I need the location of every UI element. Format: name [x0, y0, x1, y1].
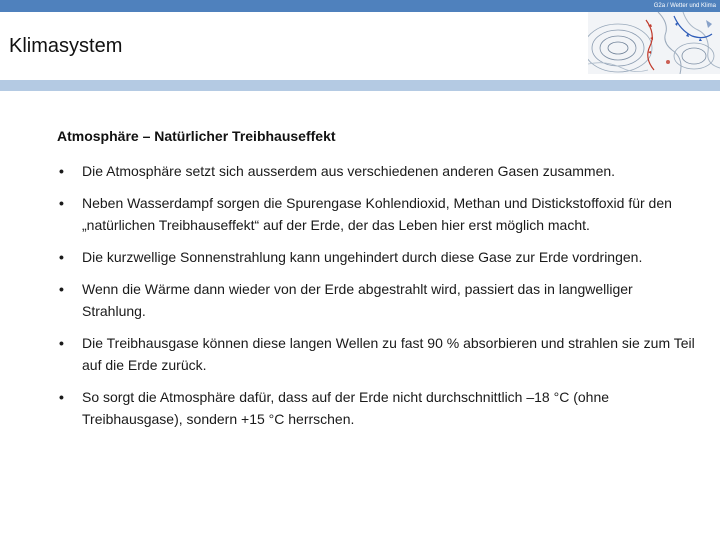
page-title: Klimasystem [9, 35, 123, 57]
bullet-text: Die Treibhausgase können diese langen Wellen zu fast 90 % absorbieren und strahlen sie zum Teil auf die Erde zurück. [82, 335, 695, 373]
bullet-item [57, 192, 697, 236]
top-bar [0, 0, 720, 12]
bullet-icon: • [59, 281, 64, 297]
bullet-text: Neben Wasserdampf sorgen die Spurengase Kohlendioxid, Methan und Distickstoffoxid für den „natürlichen Treibhauseffekt“ auf der Erde, der das Leben hier erst möglich macht. [82, 195, 672, 233]
header-divider [0, 80, 720, 91]
bullet-icon: • [59, 249, 64, 265]
bullet-text: Wenn die Wärme dann wieder von der Erde abgestrahlt wird, passiert das in langwelliger Strahlung. [82, 281, 633, 319]
bullet-item [57, 386, 697, 430]
bullet-icon: • [59, 195, 64, 211]
bullet-icon: • [59, 389, 64, 405]
bullet-text: So sorgt die Atmosphäre dafür, dass auf der Erde nicht durchschnittlich –18 °C (ohne Treibhausgase), sondern +15 °C herrschen. [82, 389, 610, 427]
bullet-icon: • [59, 163, 64, 179]
bullet-item [57, 160, 697, 182]
bullet-icon: • [59, 335, 64, 351]
course-label: G2a / Wetter und Klima [653, 3, 716, 9]
section-heading: Atmosphäre – Natürlicher Treibhauseffekt [57, 128, 336, 144]
bullet-item [57, 332, 697, 376]
weather-map-graphic [588, 12, 720, 74]
bullet-list [57, 160, 697, 440]
bullet-item [57, 246, 697, 268]
bullet-item [57, 278, 697, 322]
bullet-text: Die kurzwellige Sonnenstrahlung kann ungehindert durch diese Gase zur Erde vordringen. [82, 249, 643, 265]
bullet-text: Die Atmosphäre setzt sich ausserdem aus verschiedenen anderen Gasen zusammen. [82, 163, 616, 179]
weather-map-image [588, 12, 720, 74]
